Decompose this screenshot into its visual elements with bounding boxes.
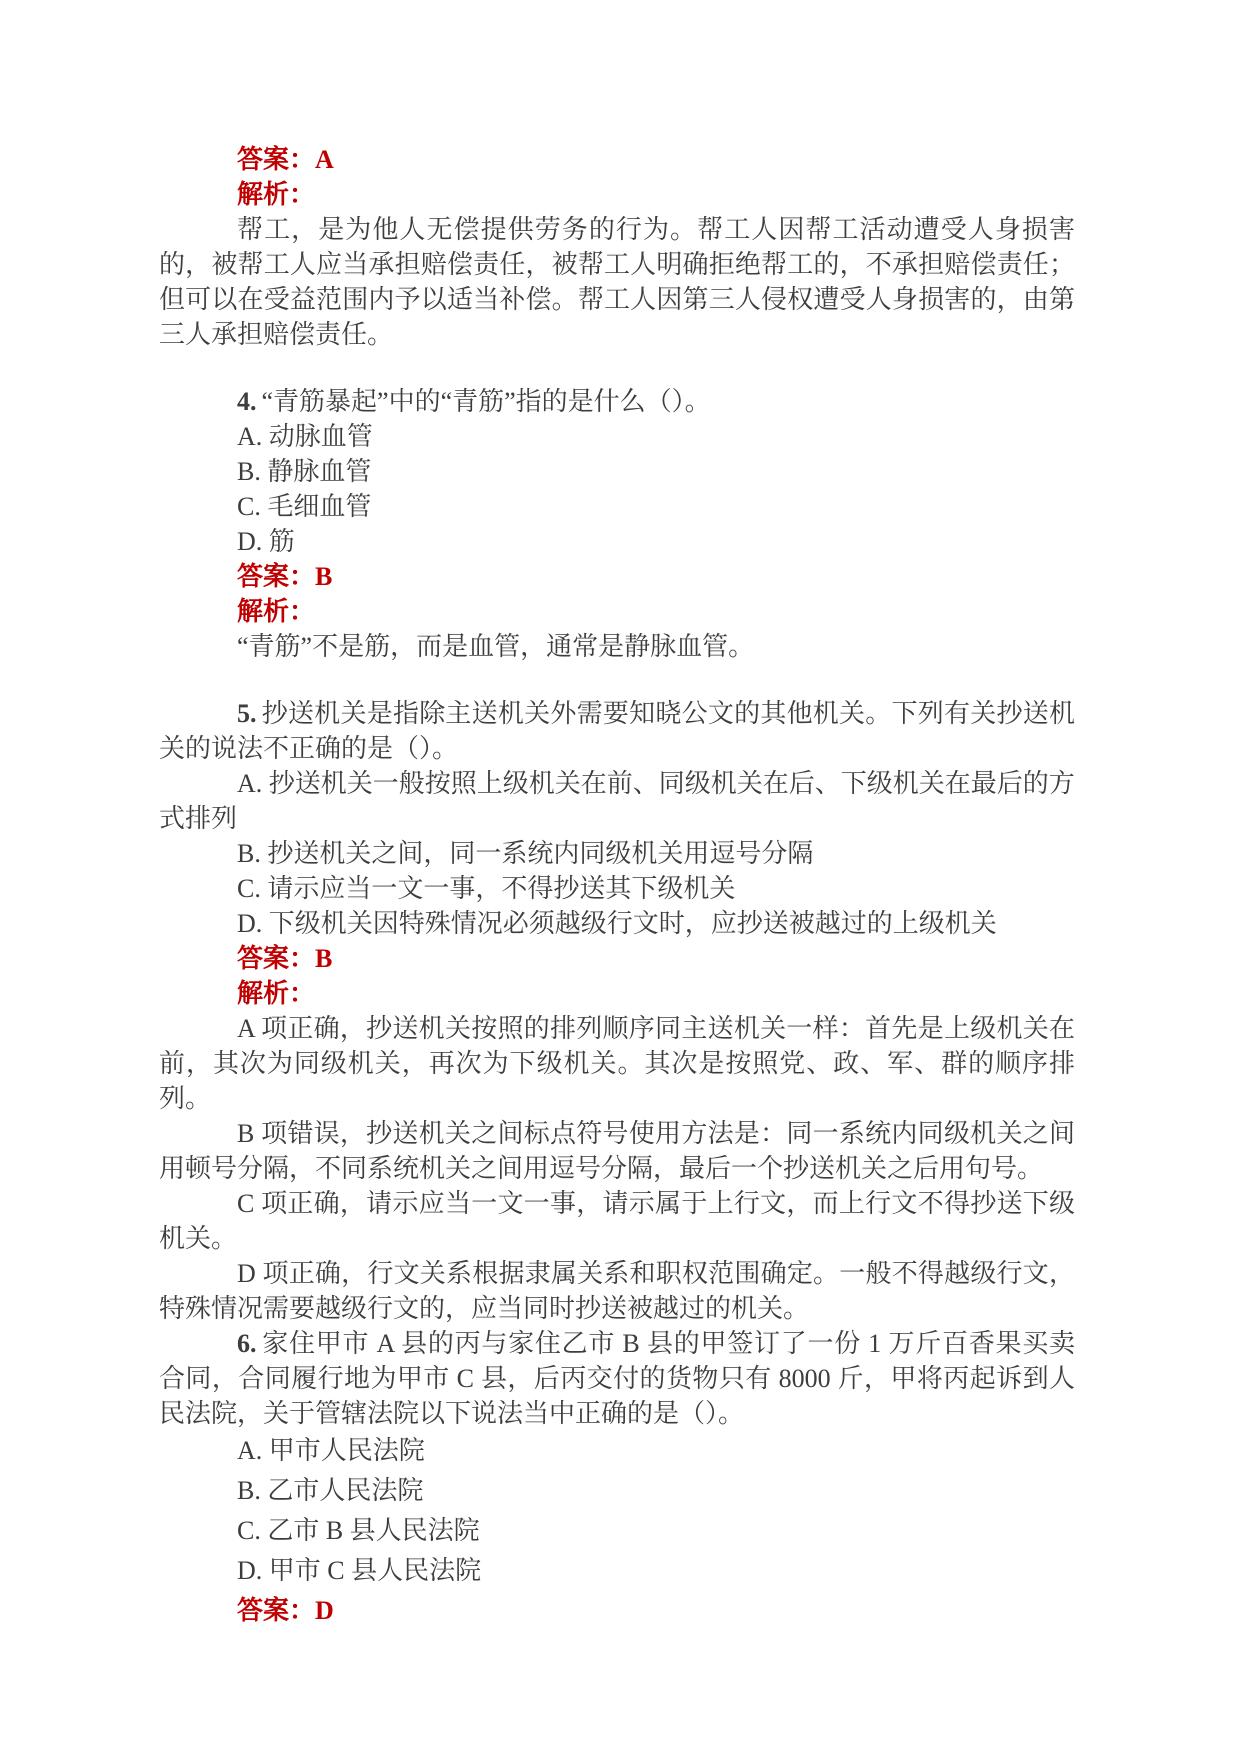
analysis-label-q5: 解析：	[237, 979, 316, 1008]
question-5	[159, 696, 1075, 766]
answer-line-q5: 答案：B	[237, 944, 333, 973]
question-5-text: 抄送机关是指除主送机关外需要知晓公文的其他机关。下列有关抄送机关的说法不正确的是（）。	[159, 699, 1075, 763]
question-6-option-b: B. 乙市人民法院	[237, 1476, 424, 1505]
analysis-text-q5-item-c: C 项正确，请示应当一文一事，请示属于上行文，而上行文不得抄送下级机关。	[159, 1189, 1075, 1253]
question-5-option-d: D. 下级机关因特殊情况必须越级行文时，应抄送被越过的上级机关	[237, 909, 997, 938]
blank-line	[159, 352, 1075, 384]
question-6-number: 6.	[237, 1329, 257, 1358]
question-4-option-b: B. 静脉血管	[237, 457, 372, 486]
analysis-text-q4: “青筋”不是筋，而是血管，通常是静脉血管。	[237, 632, 755, 661]
question-5-number: 5.	[237, 699, 257, 728]
answer-line-q6: 答案：D	[237, 1596, 334, 1625]
question-4	[159, 384, 1075, 419]
question-6-option-c: C. 乙市 B 县人民法院	[237, 1516, 480, 1545]
question-4-option-a: A. 动脉血管	[237, 422, 373, 451]
answer-line-q4: 答案：B	[237, 562, 333, 591]
question-4-text: “青筋暴起”中的“青筋”指的是什么（）。	[261, 387, 711, 416]
question-6-option-d: D. 甲市 C 县人民法院	[237, 1556, 482, 1585]
analysis-text-q5-item-d: D 项正确，行文关系根据隶属关系和职权范围确定。一般不得越级行文，特殊情况需要越级行文的，应当同时抄送被越过的机关。	[159, 1259, 1075, 1323]
analysis-text-q5-item-b: B 项错误，抄送机关之间标点符号使用方法是：同一系统内同级机关之间用顿号分隔，不同系统机关之间用逗号分隔，最后一个抄送机关之后用句号。	[159, 1119, 1075, 1183]
analysis-text-q3: 帮工，是为他人无偿提供劳务的行为。帮工人因帮工活动遭受人身损害的，被帮工人应当承担赔偿责任，被帮工人明确拒绝帮工的，不承担赔偿责任；但可以在受益范围内予以适当补偿。帮工人因第三人侵权遭受人身损害的，由第三人承担赔偿责任。	[159, 215, 1075, 349]
analysis-label-q3: 解析：	[237, 180, 316, 209]
question-6	[159, 1326, 1075, 1431]
question-4-option-c: C. 毛细血管	[237, 492, 372, 521]
analysis-label-q4: 解析：	[237, 597, 316, 626]
analysis-text-q5-item-a: A 项正确，抄送机关按照的排列顺序同主送机关一样：首先是上级机关在前，其次为同级机关，再次为下级机关。其次是按照党、政、军、群的顺序排列。	[159, 1014, 1075, 1113]
question-5-option-a: A. 抄送机关一般按照上级机关在前、同级机关在后、下级机关在最后的方式排列	[159, 769, 1075, 833]
answer-line-q3: 答案：A	[237, 145, 334, 174]
question-6-text: 家住甲市 A 县的丙与家住乙市 B 县的甲签订了一份 1 万斤百香果买卖合同，合同履行地为甲市 C 县，后丙交付的货物只有 8000 斤，甲将丙起诉到人民法院，关于管辖法院以下说法当中正确的是（）。	[159, 1329, 1075, 1428]
question-6-option-a: A. 甲市人民法院	[237, 1436, 425, 1465]
question-4-option-d: D. 筋	[237, 527, 295, 556]
question-4-number: 4.	[237, 387, 257, 416]
question-5-option-c: C. 请示应当一文一事，不得抄送其下级机关	[237, 874, 736, 903]
question-5-option-b: B. 抄送机关之间，同一系统内同级机关用逗号分隔	[237, 839, 814, 868]
blank-line	[159, 664, 1075, 696]
